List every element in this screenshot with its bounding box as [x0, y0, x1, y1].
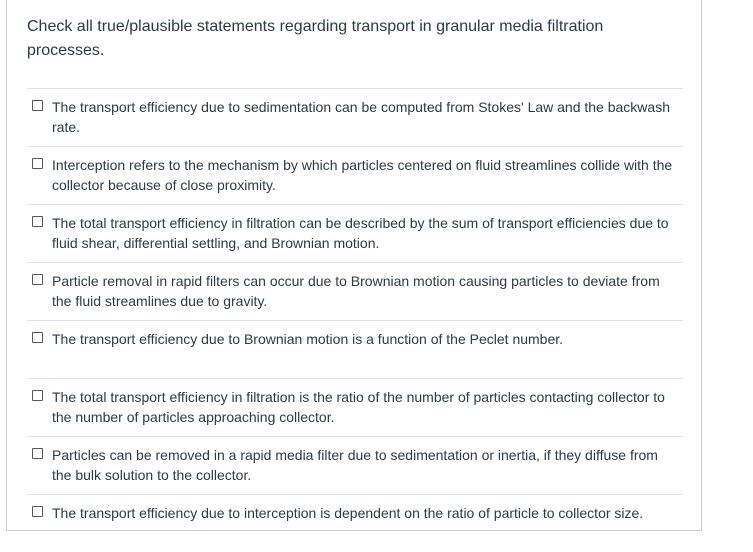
question-card [6, 0, 702, 531]
answer-option-label: The total transport efficiency in filtration can be described by the sum of transport efficiencies due to fluid shear, differential settling, and Brownian motion. [52, 215, 669, 251]
question-text: Check all true/plausible statements regarding transport in granular media filtration processes. [27, 18, 604, 59]
answer-option-label: The transport efficiency due to sedimentation can be computed from Stokes' Law and the backwash rate. [52, 99, 670, 135]
checkbox-2[interactable] [32, 158, 43, 169]
answer-option-label: Particle removal in rapid filters can occur due to Brownian motion causing particles to deviate from the fluid streamlines due to gravity. [52, 273, 660, 309]
checkbox-1[interactable] [32, 100, 43, 111]
answer-option-1[interactable] [27, 88, 683, 146]
answer-option-2[interactable] [27, 146, 683, 204]
answer-option-label: Particles can be removed in a rapid media filter due to sedimentation or inertia, if they diffuse from the bulk solution to the collector. [52, 447, 658, 483]
answer-option-8[interactable] [27, 494, 683, 552]
checkbox-5[interactable] [32, 332, 43, 343]
answer-option-4[interactable] [27, 262, 683, 320]
checkbox-4[interactable] [32, 274, 43, 285]
checkbox-7[interactable] [32, 448, 43, 459]
answer-option-6[interactable] [27, 378, 683, 436]
answer-option-7[interactable] [27, 436, 683, 494]
answer-option-5[interactable] [27, 320, 683, 378]
answer-options [27, 88, 683, 552]
checkbox-8[interactable] [32, 506, 43, 517]
answer-option-label: Interception refers to the mechanism by which particles centered on fluid streamlines collide with the collector because of close proximity. [52, 157, 673, 193]
checkbox-6[interactable] [32, 390, 43, 401]
answer-option-label: The total transport efficiency in filtration is the ratio of the number of particles contacting collector to the number of particles approaching collector. [52, 389, 665, 425]
answer-option-label: The transport efficiency due to interception is dependent on the ratio of particle to collector size. [52, 505, 644, 521]
answer-option-3[interactable] [27, 204, 683, 262]
checkbox-3[interactable] [32, 216, 43, 227]
answer-option-label: The transport efficiency due to Brownian motion is a function of the Peclet number. [52, 331, 564, 347]
